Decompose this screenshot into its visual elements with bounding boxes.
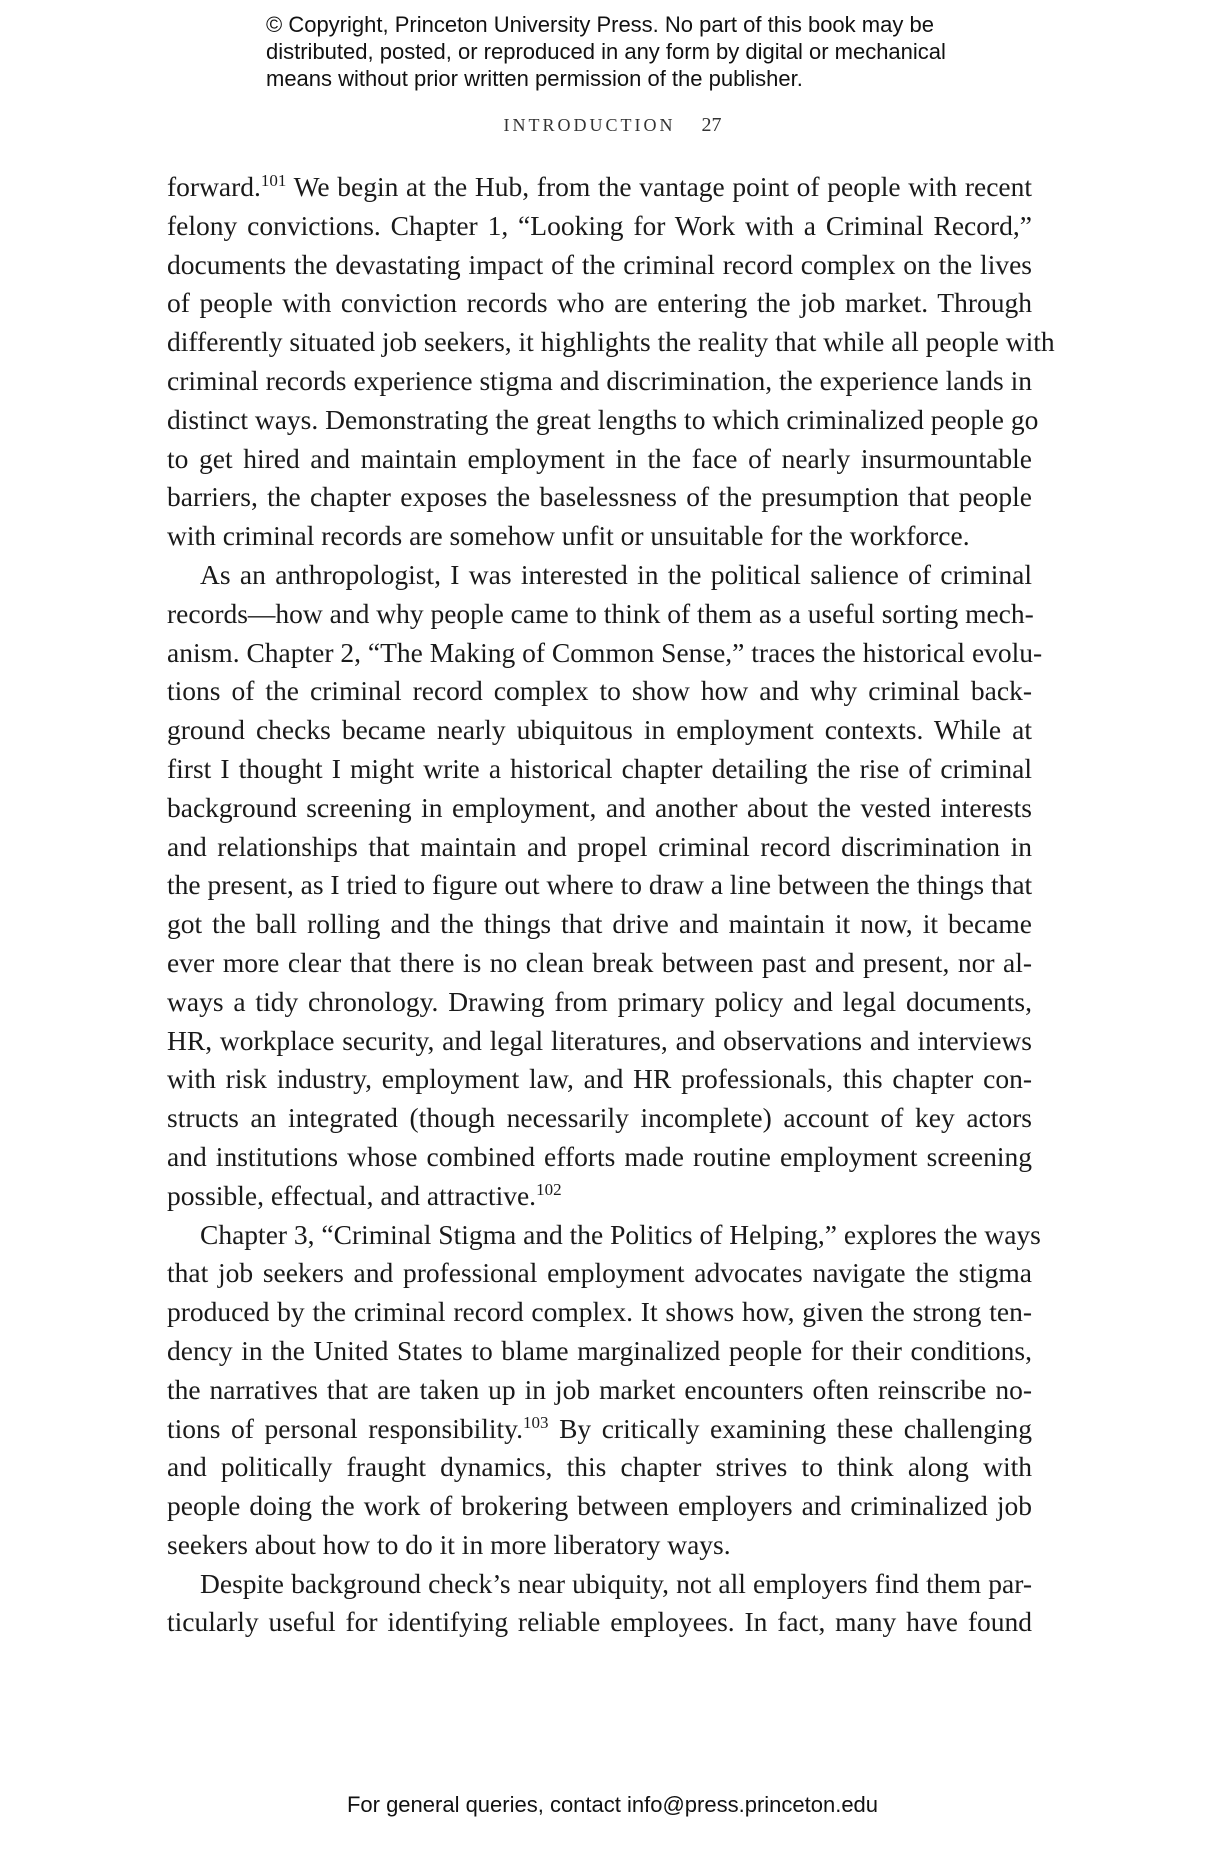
copyright-line: distributed, posted, or reproduced in any form by digital or mechanical	[266, 39, 946, 64]
text-line: and politically fraught dynamics, this chapter strives to think along with	[167, 1451, 1032, 1483]
text-line: the present, as I tried to figure out where to draw a line between the things that	[167, 869, 1033, 901]
text-line: ground checks became nearly ubiquitous in employment contexts. While at	[167, 714, 1032, 746]
text-line: the narratives that are taken up in job market encounters often reinscribe no-	[167, 1373, 1032, 1405]
text-line: Despite background check’s near ubiquity, not all employers find them par-	[200, 1567, 1032, 1599]
footnote-ref[interactable]: 101	[260, 171, 287, 190]
text-line: ever more clear that there is no clean break between past and present, nor al-	[167, 946, 1032, 978]
text-line: background screening in employment, and another about the vested interests	[167, 791, 1032, 823]
text-line: got the ball rolling and the things that drive and maintain it now, it became	[167, 908, 1032, 940]
copyright-line: means without prior written permission of the publisher.	[266, 66, 803, 91]
copyright-notice	[266, 11, 1026, 92]
footnote-ref[interactable]: 103	[523, 1412, 549, 1432]
text-line: felony convictions. Chapter 1, “Looking for Work with a Criminal Record,”	[167, 209, 1032, 241]
text-line: forward.$^{101}$ We begin at the Hub, from the vantage point of people with recent	[167, 171, 1032, 202]
text-line: tions of the criminal record complex to show how and why criminal back-	[167, 675, 1032, 707]
text-line: criminal records experience stigma and discrimination, the experience lands in	[167, 364, 1032, 396]
text-line: first I thought I might write a historical chapter detailing the rise of criminal	[167, 752, 1032, 784]
body-text	[167, 168, 1055, 1642]
text-line: distinct ways. Demonstrating the great lengths to which criminalized people go	[167, 403, 1039, 435]
text-line: people doing the work of brokering between employers and criminalized job	[167, 1490, 1032, 1522]
text-line: ways a tidy chronology. Drawing from primary policy and legal documents,	[167, 985, 1032, 1017]
text-line: tions of personal responsibility.$^{103}$ By critically examining these challenging	[167, 1412, 1032, 1444]
page-number: 27	[701, 114, 722, 136]
text-line: As an anthropologist, I was interested in the political salience of criminal	[200, 558, 1032, 590]
text-line: produced by the criminal record complex. It shows how, given the strong ten-	[167, 1296, 1032, 1328]
text-line: with risk industry, employment law, and HR professionals, this chapter con-	[167, 1063, 1032, 1095]
text-line: barriers, the chapter exposes the baselessness of the presumption that people	[167, 481, 1032, 513]
text-line: ticularly useful for identifying reliable employees. In fact, many have found	[167, 1606, 1032, 1638]
text-line: and relationships that maintain and propel criminal record discrimination in	[167, 830, 1032, 862]
text-line: possible, effectual, and attractive.$^{102}$	[167, 1179, 562, 1211]
footnote-ref[interactable]: 102	[536, 1179, 562, 1199]
text-line: with criminal records are somehow unfit or unsuitable for the workforce.	[167, 520, 970, 552]
text-line: of people with conviction records who are entering the job market. Through	[167, 287, 1032, 319]
text-line: anism. Chapter 2, “The Making of Common Sense,” traces the historical evolu-	[167, 636, 1043, 668]
text-line: HR, workplace security, and legal literatures, and observations and interviews	[167, 1024, 1032, 1056]
text-line: and institutions whose combined efforts made routine employment screening	[167, 1140, 1032, 1172]
text-line: dency in the United States to blame marginalized people for their conditions,	[167, 1334, 1032, 1366]
copyright-line: © Copyright, Princeton University Press. No part of this book may be	[266, 12, 934, 37]
text-line: structs an integrated (though necessarily incomplete) account of key actors	[167, 1102, 1032, 1134]
text-line: to get hired and maintain employment in the face of nearly insurmountable	[167, 442, 1032, 474]
running-head-title: INTRODUCTION	[503, 115, 676, 135]
text-line: seekers about how to do it in more liberatory ways.	[167, 1528, 731, 1560]
text-line: differently situated job seekers, it highlights the reality that while all people with	[167, 326, 1055, 358]
text-line: that job seekers and professional employment advocates navigate the stigma	[167, 1257, 1032, 1289]
text-line: records—how and why people came to think of them as a useful sorting mech-	[167, 597, 1034, 629]
footer-contact: For general queries, contact info@press.princeton.edu	[346, 1792, 879, 1817]
text-line: Chapter 3, “Criminal Stigma and the Politics of Helping,” explores the ways	[200, 1218, 1041, 1250]
text-line: documents the devastating impact of the criminal record complex on the lives	[167, 248, 1032, 280]
running-head	[0, 114, 1225, 137]
